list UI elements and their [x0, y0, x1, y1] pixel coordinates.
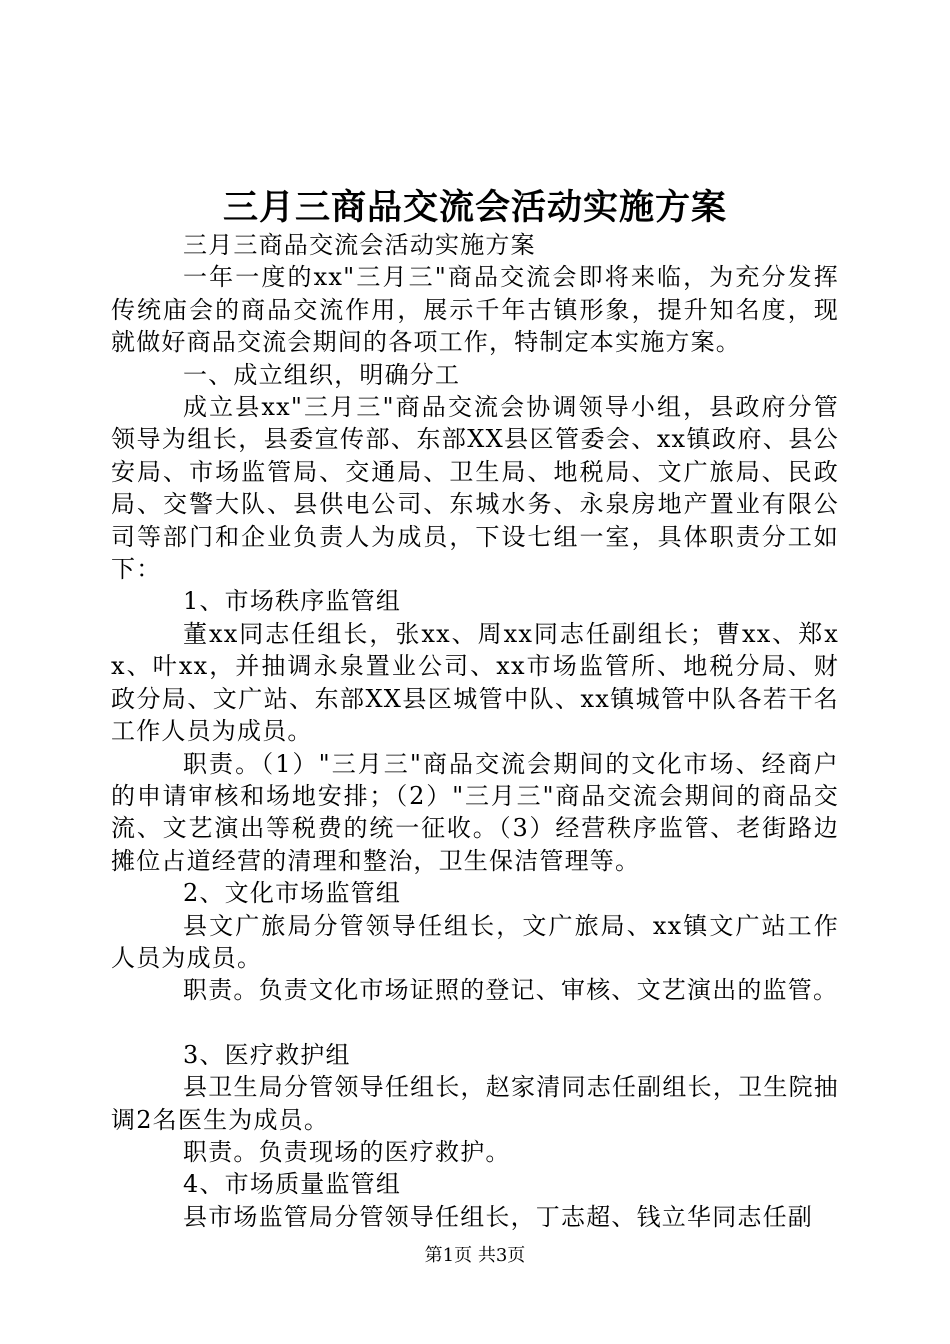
document-title: 三月三商品交流会活动实施方案: [222, 187, 727, 228]
paragraph: 职责。负责现场的医疗救护。: [183, 1137, 511, 1166]
paragraph: 一年一度的xx"三月三"商品交流会即将来临，为充分发挥传统庙会的商品交流作用，展示千年古镇形象，提升知名度，现就做好商品交流会期间的各项工作，特制定本实施方案。: [111, 263, 839, 357]
subsection-heading: 2、文化市场监管组: [183, 879, 402, 908]
paragraph: 成立县xx"三月三"商品交流会协调领导小组，县政府分管领导为组长，县委宣传部、东部XX县区管委会、xx镇政府、县公安局、市场监管局、交通局、卫生局、地税局、文广旅局、民政局、交警大队、县供电公司、东城水务、永泉房地产置业有限公司等部门和企业负责人为成员，下设七组一室，具体职责分工如下：: [111, 393, 839, 584]
paragraph: 职责。（1）"三月三"商品交流会期间的文化市场、经商户的申请审核和场地安排；（2）"三月三"商品交流会期间的商品交流、文艺演出等税费的统一征收。（3）经营秩序监管、老街路边摊位占道经营的清理和整治，卫生保洁管理等。: [111, 749, 839, 875]
page-footer: 第1页 共3页: [424, 1245, 526, 1266]
paragraph: 县文广旅局分管领导任组长，文广旅局、xx镇文广站工作人员为成员。: [111, 911, 839, 972]
subsection-heading: 3、医疗救护组: [183, 1040, 351, 1069]
paragraph: 县市场监管局分管领导任组长，丁志超、钱立华同志任副: [183, 1202, 813, 1231]
document-body: [111, 229, 839, 1233]
paragraph: 董xx同志任组长，张xx、周xx同志任副组长；曹xx、郑xx、叶xx，并抽调永泉置业公司、xx市场监管所、地税分局、财政分局、文广站、东部XX县区城管中队、xx镇城管中队各若干名工作人员为成员。: [111, 619, 839, 746]
subsection-heading: 1、市场秩序监管组: [183, 587, 402, 616]
section-heading: 一、成立组织，明确分工: [183, 360, 461, 389]
paragraph: 职责。负责文化市场证照的登记、审核、文艺演出的监管。: [183, 976, 839, 1005]
paragraph: 县卫生局分管领导任组长，赵家清同志任副组长，卫生院抽调2名医生为成员。: [111, 1073, 839, 1134]
paragraph: 三月三商品交流会活动实施方案: [183, 231, 536, 259]
subsection-heading: 4、市场质量监管组: [183, 1170, 402, 1199]
